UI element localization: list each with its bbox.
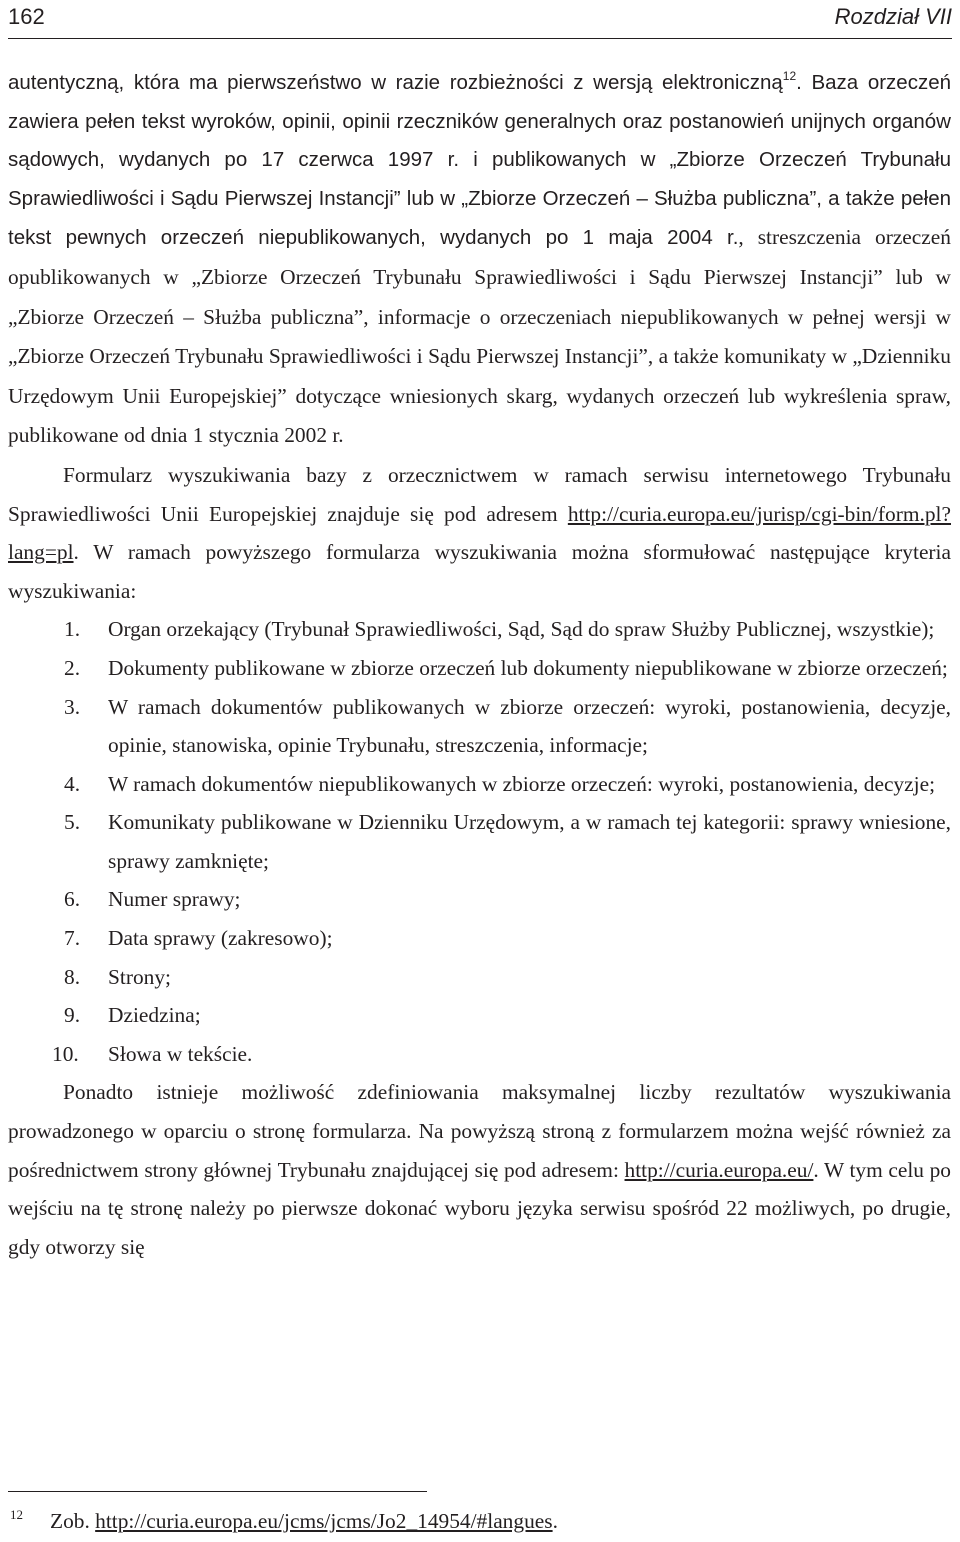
search-criteria-list: [8, 610, 951, 1073]
paragraph-search-form: Formularz wyszukiwania bazy z orzecznictwem w ramach serwisu internetowego Trybunału Sprawiedliwości Unii Europejskiej znajduje się pod adresem http://curia.europa.eu/jurisp/cgi-bin/form.pl?lang=pl. W ramach powyższego formularza wyszukiwania można sformułować następujące kryteria wyszukiwania:: [8, 462, 951, 603]
page-number: 162: [8, 4, 45, 29]
list-item: 5. Komunikaty publikowane w Dzienniku Urzędowym, a w ramach tej kategorii: sprawy wniesione, sprawy zamknięte;: [64, 810, 951, 873]
footnote-number: 12: [10, 1507, 23, 1522]
list-item: 4. W ramach dokumentów niepublikowanych w zbiorze orzeczeń: wyroki, postanowienia, decyzje;: [64, 771, 936, 796]
list-item: 7. Data sprawy (zakresowo);: [64, 926, 333, 951]
list-item: 9. Dziedzina;: [64, 1003, 201, 1028]
paragraph-results-limit: Ponadto istnieje możliwość zdefiniowania maksymalnej liczby rezultatów wyszukiwania prowadzonego w oparciu o stronę formularza. Na powyższą stroną z formularzem można wejść również za pośrednictwem strony głównej Trybunału znajdującej się pod adresem: http://curia.europa.eu/. W tym celu po wejściu na tę stronę należy po pierwsze dokonać wyboru języka serwisu spośród 22 możliwych, po drugie, gdy otworzy się: [8, 1080, 952, 1259]
list-item: 2. Dokumenty publikowane w zbiorze orzeczeń lub dokumenty niepublikowane w zbiorze orzeczeń;: [64, 655, 948, 680]
list-item: 6. Numer sprawy;: [64, 887, 241, 912]
list-item: 10. Słowa w tekście.: [52, 1041, 253, 1066]
page-body: [8, 64, 951, 1266]
list-item: 3. W ramach dokumentów publikowanych w zbiorze orzeczeń: wyroki, postanowienia, decyzje, opinie, stanowiska, opinie Trybunału, streszczenia, informacje;: [64, 694, 951, 758]
list-item: 1. Organ orzekający (Trybunał Sprawiedliwości, Sąd, Sąd do spraw Służby Publicznej, wszystkie);: [64, 617, 935, 642]
footnote-link[interactable]: http://curia.europa.eu/jcms/jcms/Jo2_14954/#langues: [95, 1509, 553, 1533]
chapter-title: Rozdział VII: [834, 4, 952, 29]
curia-home-link[interactable]: http://curia.europa.eu/: [624, 1157, 814, 1182]
footnote-reference[interactable]: 12: [782, 69, 797, 83]
search-form-link[interactable]: http://curia.europa.eu/jurisp/cgi-bin/form.pl?lang=pl: [8, 501, 951, 565]
running-header: [8, 0, 952, 39]
footnote-divider: [8, 1491, 427, 1492]
paragraph-database-description: autentyczną, która ma pierwszeństwo w razie rozbieżności z wersją elektroniczną$^{12}$. Baza orzeczeń zawiera pełen tekst wyroków, opinii, opinii rzeczników generalnych oraz postanowień unijnych organów sądowych, wydanych po 17 czerwca 1997 r. i publikowanych w „Zbiorze Orzeczeń Trybunału Sprawiedliwości i Sądu Pierwszej Instancji” lub w „Zbiorze Orzeczeń – Służba publiczna”, a także pełen tekst pewnych orzeczeń niepublikowanych, wydanych po 1 maja 2004 r., streszczenia orzeczeń opublikowanych w „Zbiorze Orzeczeń Trybunału Sprawiedliwości i Sądu Pierwszej Instancji” lub w „Zbiorze Orzeczeń – Służba publiczna”, informacje o orzeczeniach niepublikowanych w pełnej wersji w „Zbiorze Orzeczeń Trybunału Sprawiedliwości i Sądu Pierwszej Instancji”, a także komunikaty w „Dzienniku Urzędowym Unii Europejskiej” dotyczące wniesionych skarg, wydanych orzeczeń lub wykreślenia spraw, publikowane od dnia 1 stycznia 2002 r.: [8, 69, 952, 448]
list-item: 8. Strony;: [64, 964, 171, 989]
footnote: 12 Zob. http://curia.europa.eu/jcms/jcms/Jo2_14954/#langues.: [8, 1506, 951, 1536]
